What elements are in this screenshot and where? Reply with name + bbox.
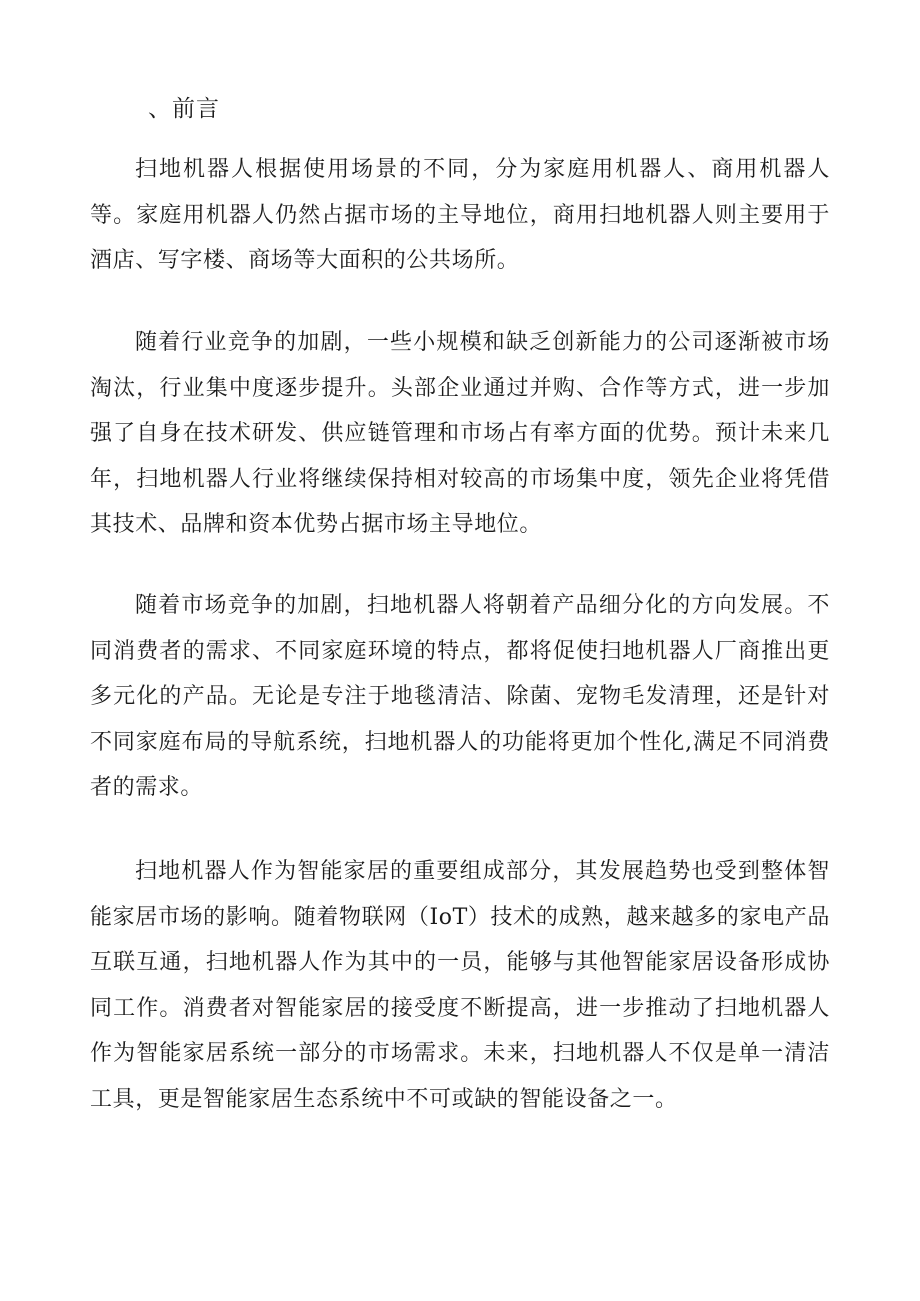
paragraph-4: 扫地机器人作为智能家居的重要组成部分，其发展趋势也受到整体智能家居市场的影响。随着物联网（IoT）技术的成熟，越来越多的家电产品互联互通，扫地机器人作为其中的一员，能够与其他智能家居设备形成协同工作。消费者对智能家居的接受度不断提高，进一步推动了扫地机器人作为智能家居系统一部分的市场需求。未来，扫地机器人不仅是单一清洁工具，更是智能家居生态系统中不可或缺的智能设备之一。	[90, 859, 830, 1112]
paragraph-3: 随着市场竞争的加剧，扫地机器人将朝着产品细分化的方向发展。不同消费者的需求、不同家庭环境的特点，都将促使扫地机器人厂商推出更多元化的产品。无论是专注于地毯清洁、除菌、宠物毛发清理，还是针对不同家庭布局的导航系统，扫地机器人的功能将更加个性化,满足不同消费者的需求。	[90, 593, 830, 800]
paragraph-1: 扫地机器人根据使用场景的不同，分为家庭用机器人、商用机器人等。家庭用机器人仍然占据市场的主导地位，商用扫地机器人则主要用于酒店、写字楼、商场等大面积的公共场所。	[90, 157, 830, 273]
paragraph-2: 随着行业竞争的加剧，一些小规模和缺乏创新能力的公司逐渐被市场淘汰，行业集中度逐步提升。头部企业通过并购、合作等方式，进一步加强了自身在技术研发、供应链管理和市场占有率方面的优势。预计未来几年，扫地机器人行业将继续保持相对较高的市场集中度，领先企业将凭借其技术、品牌和资本优势占据市场主导地位。	[90, 330, 830, 537]
section-heading: 、前言	[148, 96, 220, 122]
